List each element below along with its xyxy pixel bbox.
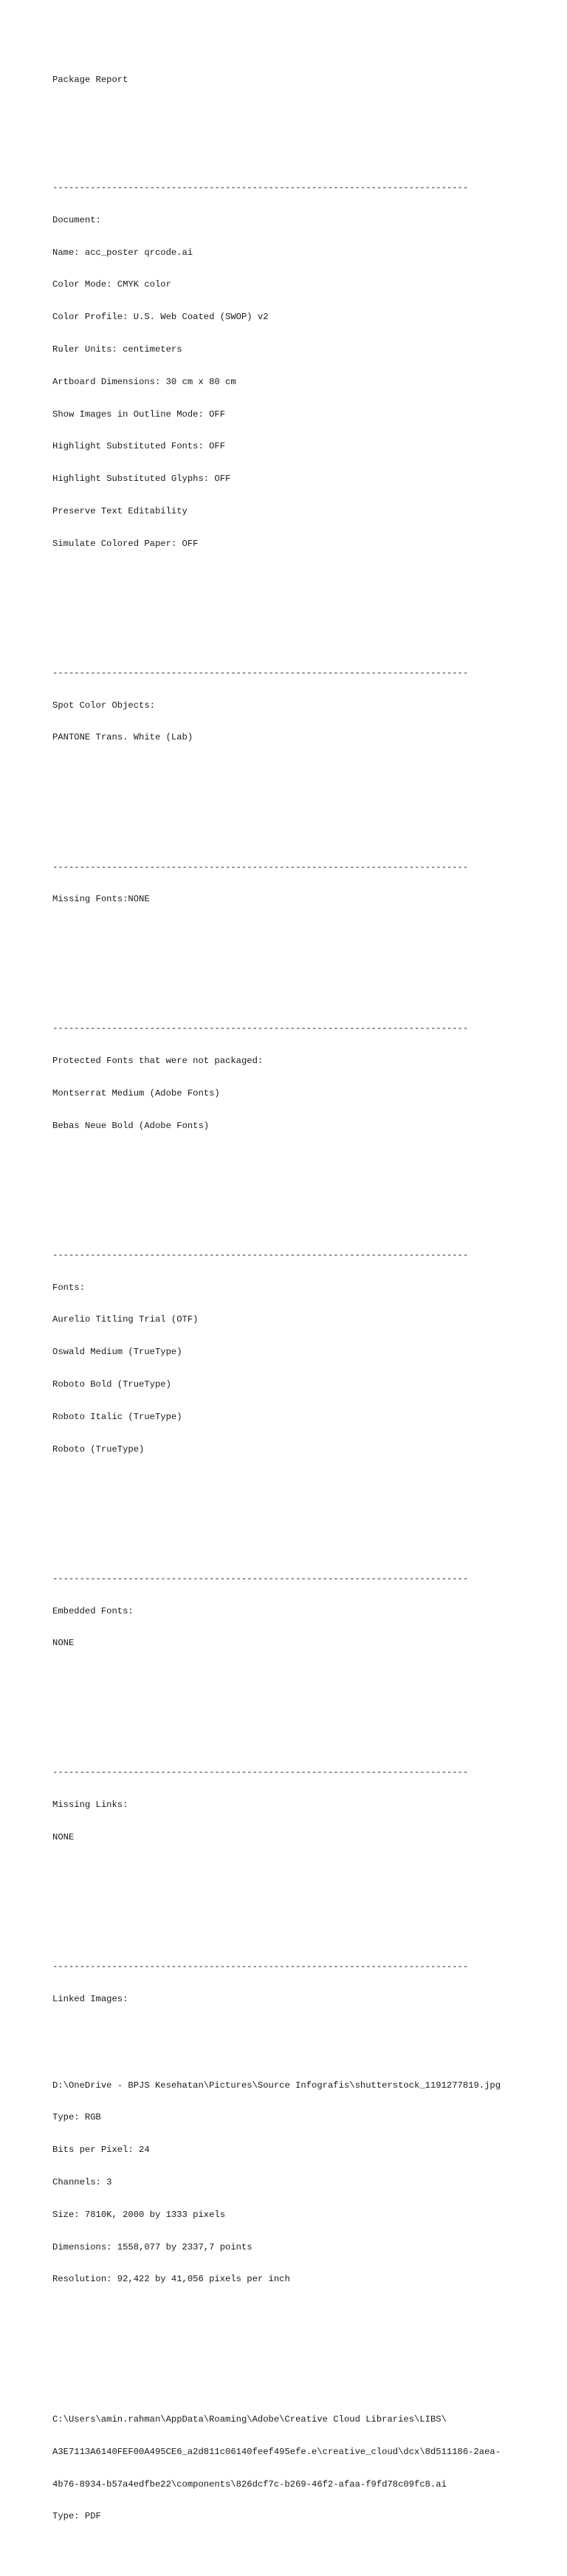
linked-image-dimensions: Dimensions: 1558,077 by 2337,7 points [52, 2241, 252, 2252]
embedded-fonts-section [52, 1552, 562, 1671]
spot-color-item: PANTONE Trans. White (Lab) [52, 732, 193, 743]
spacer [52, 786, 562, 797]
fonts-section [52, 1229, 562, 1477]
document-color-profile: Color Profile: U.S. Web Coated (SWOP) v2 [52, 312, 269, 323]
spot-color-section [52, 646, 562, 765]
protected-font-item: Montserrat Medium (Adobe Fonts) [52, 1088, 220, 1099]
spacer [52, 592, 562, 604]
missing-fonts-heading: Missing Fonts:NONE [52, 894, 150, 905]
document-highlight-glyphs: Highlight Substituted Glyphs: OFF [52, 474, 231, 485]
font-item: Aurelio Titling Trial (OTF) [52, 1314, 199, 1325]
linked-image-bits: Bits per Pixel: 24 [52, 2145, 150, 2156]
document-simulate-paper: Simulate Colored Paper: OFF [52, 538, 199, 549]
linked-image-path: A3E7113A6140FEF00A495CE6_a2d811c06140feef495efe.e\creative_cloud\dcx\8d511186-2aea- [52, 2446, 501, 2457]
spot-color-heading: Spot Color Objects: [52, 700, 155, 711]
section-divider: ----------------------------------------------------------------------------- [52, 1249, 469, 1260]
spacer [52, 1498, 562, 1509]
document-ruler-units: Ruler Units: centimeters [52, 344, 182, 355]
spacer [52, 1886, 562, 1897]
missing-links-heading: Missing Links: [52, 1800, 128, 1811]
linked-image-entry [52, 2058, 562, 2306]
document-section [52, 161, 562, 571]
linked-images-heading: Linked Images: [52, 1993, 128, 2004]
spacer [52, 2360, 562, 2371]
missing-fonts-section [52, 840, 562, 926]
missing-links-value: NONE [52, 1831, 75, 1842]
linked-image-resolution: Resolution: 92,422 by 41,056 pixels per inch [52, 2274, 290, 2285]
package-report [52, 53, 562, 2576]
linked-images-section [52, 1940, 562, 2565]
spacer [52, 1692, 562, 1703]
section-divider: ----------------------------------------------------------------------------- [52, 667, 469, 678]
document-color-mode: Color Mode: CMYK color [52, 279, 171, 290]
linked-image-size: Size: 7810K, 2000 by 1333 pixels [52, 2209, 226, 2220]
document-outline-mode: Show Images in Outline Mode: OFF [52, 409, 226, 420]
document-preserve-text: Preserve Text Editability [52, 505, 188, 516]
spacer [52, 1175, 562, 1186]
fonts-heading: Fonts: [52, 1282, 85, 1293]
font-item: Roboto Italic (TrueType) [52, 1411, 182, 1422]
linked-image-path: C:\Users\amin.rahman\AppData\Roaming\Adobe\Creative Cloud Libraries\LIBS\ [52, 2414, 447, 2425]
font-item: Oswald Medium (TrueType) [52, 1347, 182, 1358]
document-heading: Document: [52, 214, 101, 225]
embedded-fonts-value: NONE [52, 1638, 75, 1649]
linked-image-path: D:\OneDrive - BPJS Kesehatan\Pictures\Source Infografis\shutterstock_1191277819.jpg [52, 2080, 501, 2091]
linked-image-path: 4b76-8934-b57a4edfbe22\components\826dcf7c-b269-46f2-afaa-f9fd78c09fc8.ai [52, 2478, 447, 2490]
protected-fonts-section [52, 1002, 562, 1152]
spacer [52, 948, 562, 959]
spacer [52, 2026, 562, 2037]
document-artboard-dimensions: Artboard Dimensions: 30 cm x 80 cm [52, 376, 236, 387]
font-item: Roboto Bold (TrueType) [52, 1379, 171, 1390]
section-divider: ----------------------------------------------------------------------------- [52, 182, 469, 194]
linked-image-entry [52, 2393, 562, 2543]
section-divider: ----------------------------------------------------------------------------- [52, 1961, 469, 1972]
protected-fonts-heading: Protected Fonts that were not packaged: [52, 1056, 264, 1067]
protected-font-item: Bebas Neue Bold (Adobe Fonts) [52, 1120, 210, 1131]
document-name: Name: acc_poster qrcode.ai [52, 247, 193, 258]
missing-links-section [52, 1746, 562, 1865]
linked-image-type: Type: RGB [52, 2112, 101, 2123]
spacer [52, 107, 562, 118]
document-highlight-fonts: Highlight Substituted Fonts: OFF [52, 441, 226, 452]
linked-image-type: Type: PDF [52, 2511, 101, 2522]
embedded-fonts-heading: Embedded Fonts: [52, 1605, 134, 1616]
report-title: Package Report [52, 75, 128, 86]
spacer [52, 2328, 562, 2339]
section-divider: ----------------------------------------------------------------------------- [52, 861, 469, 872]
section-divider: ----------------------------------------------------------------------------- [52, 1573, 469, 1584]
section-divider: ----------------------------------------------------------------------------- [52, 1767, 469, 1778]
linked-image-channels: Channels: 3 [52, 2176, 112, 2187]
section-divider: ----------------------------------------------------------------------------- [52, 1023, 469, 1034]
font-item: Roboto (TrueType) [52, 1444, 145, 1455]
